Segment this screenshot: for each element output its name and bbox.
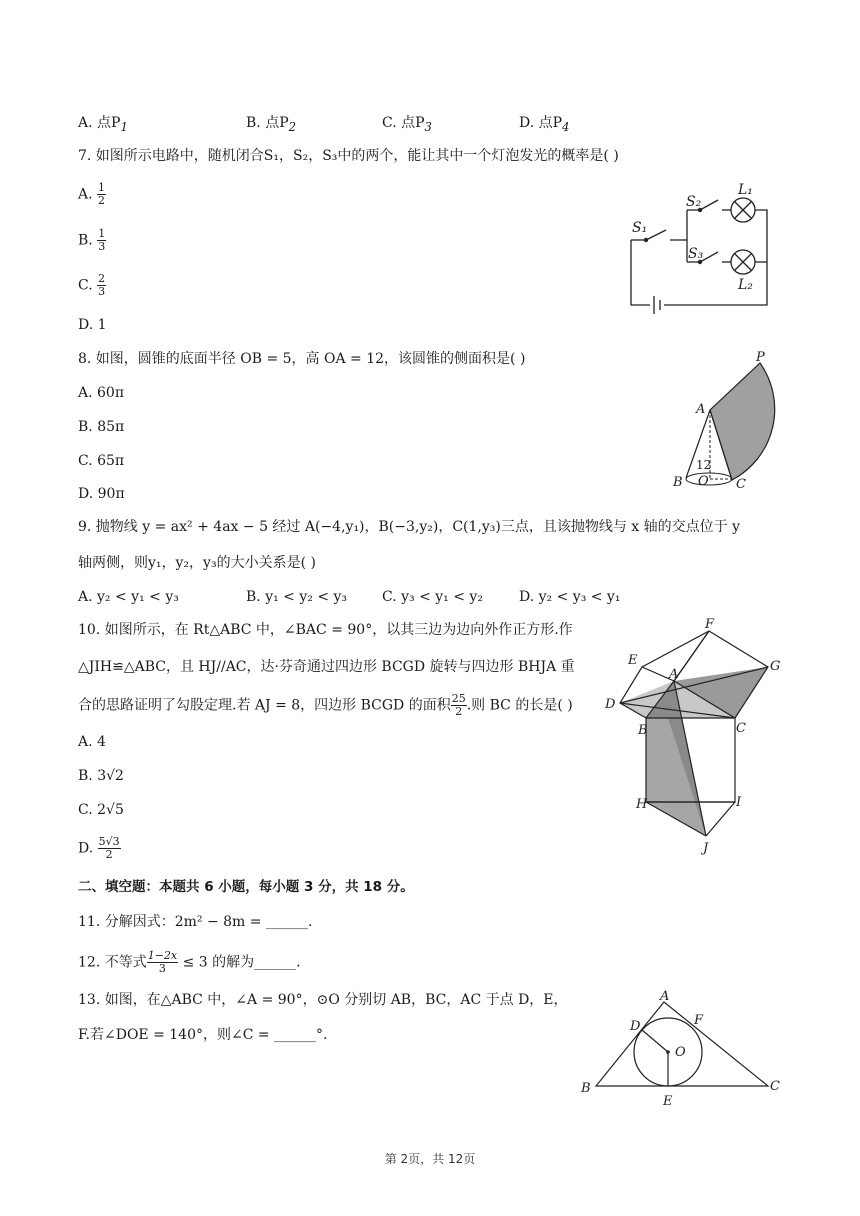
q9-option-b: B. y₁ < y₂ < y₃ xyxy=(246,589,348,605)
circuit-label-s3: S₃ xyxy=(688,246,704,262)
q9-stem-line2: 轴两侧，则y₁，y₂，y₃的大小关系是( ) xyxy=(78,555,316,571)
circuit-figure xyxy=(620,176,780,316)
q7-option-b: B. $\frac{1}{3}$ xyxy=(78,227,106,253)
q10-stem-line2: △JIH≌△ABC，且 HJ//AC，达·芬奇通过四边形 BCGD 旋转与四边形 BHJA 重 xyxy=(78,659,575,675)
q10-option-d: D. $\frac{5√3}{2}$ xyxy=(78,835,120,861)
fig10-label-e: E xyxy=(628,653,638,668)
fig13-label-b: B xyxy=(581,1081,591,1096)
q8-stem: 8. 如图，圆锥的底面半径 OB = 5，高 OA = 12，该圆锥的侧面积是( ) xyxy=(78,351,526,367)
q9-option-c: C. y₃ < y₁ < y₂ xyxy=(382,589,483,605)
q10-stem-line1: 10. 如图所示，在 Rt△ABC 中，∠BAC = 90°，以其三边为边向外作正方形.作 xyxy=(78,622,573,638)
fig13-label-o: O xyxy=(675,1045,686,1060)
q6-option-c: C. 点$P_3$ xyxy=(382,115,432,134)
cone-label-b: B xyxy=(673,475,683,490)
q10-option-c: C. 2√5 xyxy=(78,802,124,818)
q8-option-a: A. 60π xyxy=(78,385,125,401)
pythagoras-figure xyxy=(598,612,788,857)
q12-stem: 12. 不等式 $\frac{1-2x}{3}$ ≤ 3 的解为______. xyxy=(78,949,301,975)
fig13-label-d: D xyxy=(630,1019,641,1034)
fig10-label-j: J xyxy=(703,841,709,856)
q7-option-a: A. $\frac{1}{2}$ xyxy=(78,181,106,207)
fig13-label-c: C xyxy=(770,1079,780,1094)
fig10-label-h: H xyxy=(636,797,648,812)
q10-option-b: B. 3√2 xyxy=(78,768,124,784)
q10-option-a: A. 4 xyxy=(78,734,106,750)
fig10-label-i: I xyxy=(736,795,742,810)
circuit-label-l1: L₁ xyxy=(738,182,753,198)
fig10-label-c: C xyxy=(736,721,746,736)
q13-stem-line1: 13. 如图，在△ABC 中，∠A = 90°，⊙O 分别切 AB，BC，AC 于点 D，E， xyxy=(78,992,568,1008)
fig10-label-d: D xyxy=(605,697,616,712)
q9-option-a: A. y₂ < y₁ < y₃ xyxy=(78,589,179,605)
fig10-label-g: G xyxy=(770,659,781,674)
q7-stem: 7. 如图所示电路中，随机闭合S₁，S₂，S₃中的两个，能让其中一个灯泡发光的概率是( ) xyxy=(78,148,619,164)
page-footer: 第 2页，共 12页 xyxy=(384,1152,476,1166)
fig13-label-a: A xyxy=(660,989,670,1004)
q13-stem-line2: F.若∠DOE = 140°，则∠C = ______°. xyxy=(78,1027,328,1043)
circuit-label-s1: S₁ xyxy=(632,220,648,236)
q8-option-b: B. 85π xyxy=(78,419,125,435)
cone-label-p: P xyxy=(756,350,765,365)
q6-option-a: A. 点$P_1$ xyxy=(78,115,128,134)
cone-figure xyxy=(668,345,788,495)
q9-option-d: D. y₂ < y₃ < y₁ xyxy=(519,589,621,605)
cone-label-c: C xyxy=(736,477,746,492)
fig10-label-b: B xyxy=(638,723,648,738)
q6-option-b: B. 点$P_2$ xyxy=(246,115,297,134)
q7-option-d: D. 1 xyxy=(78,317,107,333)
q11-stem: 11. 分解因式：2m² − 8m = ______. xyxy=(78,914,313,930)
circuit-label-l2: L₂ xyxy=(738,277,753,293)
cone-height-label: 12 xyxy=(696,458,712,472)
q9-stem-line1: 9. 抛物线 y = ax² + 4ax − 5 经过 A(−4,y₁)，B(−3,y₂)，C(1,y₃)三点，且该抛物线与 x 轴的交点位于 y xyxy=(78,519,741,535)
cone-label-a: A xyxy=(696,402,706,417)
q8-option-c: C. 65π xyxy=(78,453,125,469)
fig13-label-e: E xyxy=(663,1094,673,1109)
incircle-figure xyxy=(576,986,786,1110)
q8-option-d: D. 90π xyxy=(78,486,125,502)
section-fill-in-heading: 二、填空题：本题共 6 小题，每小题 3 分，共 18 分。 xyxy=(78,879,414,895)
q10-stem-line3: 合的思路证明了勾股定理.若 AJ = 8，四边形 BCGD 的面积 $\frac{25}{2}$ .则 BC 的长是( ) xyxy=(78,692,573,718)
q7-option-c: C. $\frac{2}{3}$ xyxy=(78,272,106,298)
fig10-label-f: F xyxy=(705,617,715,632)
fig10-label-a: A xyxy=(669,667,679,682)
cone-label-o: O xyxy=(698,474,709,489)
circuit-label-s2: S₂ xyxy=(686,194,702,210)
fig13-label-f: F xyxy=(694,1013,704,1028)
q6-option-d: D. 点$P_4$ xyxy=(519,115,570,134)
